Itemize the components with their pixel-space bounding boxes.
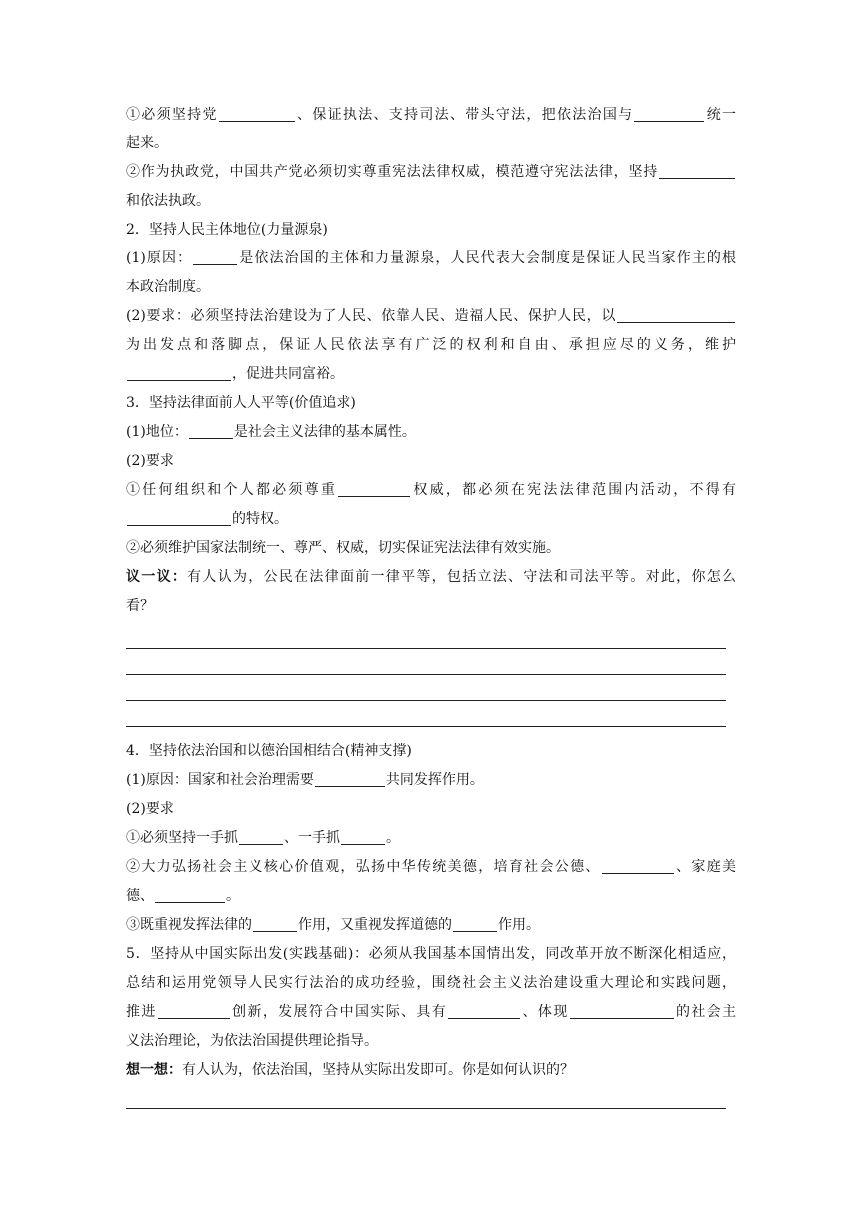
fill-blank[interactable] — [193, 249, 237, 265]
fill-blank[interactable] — [219, 106, 295, 122]
discuss-label: 议一议： — [126, 569, 188, 585]
text-line: (1)原因：国家和社会治理需要 共同发挥作用。 — [126, 772, 484, 788]
section-heading: 4．坚持依法治国和以德治国相结合(精神支撑) — [126, 743, 412, 759]
text-line: 和依法执政。 — [126, 193, 210, 209]
answer-line[interactable] — [126, 1108, 726, 1109]
answer-line[interactable] — [126, 674, 726, 675]
section-heading: 3．坚持法律面前人人平等(价值追求) — [126, 395, 356, 411]
section-heading: 2．坚持人民主体地位(力量源泉) — [126, 222, 328, 238]
fill-blank[interactable] — [253, 916, 297, 932]
text-line: (2)要求：必须坚持法治建设为了人民、依靠人民、造福人民、保护人民，以 — [126, 306, 736, 326]
text-line: (1)原因： 是依法治国的主体和力量源泉，人民代表大会制度是保证人民当家作主的根 — [126, 250, 737, 266]
fill-blank[interactable] — [127, 510, 231, 526]
fill-blank[interactable] — [315, 771, 385, 787]
fill-blank[interactable] — [127, 365, 231, 381]
text-line: ②必须维护国家法制统一、尊严、权威，切实保证宪法法律有效实施。 — [126, 540, 560, 556]
text-line: (2)要求 — [126, 453, 174, 469]
fill-blank[interactable] — [341, 829, 385, 845]
text-line: (2)要求 — [126, 801, 174, 817]
text-line: 看？ — [126, 598, 154, 614]
fill-blank[interactable] — [602, 858, 674, 874]
fill-blank[interactable] — [659, 163, 735, 179]
text-line: ①必须坚持一手抓 、一手抓 。 — [126, 830, 400, 846]
fill-blank[interactable] — [634, 106, 704, 122]
text-line: 为出发点和落脚点，保证人民依法享有广泛的权利和自由、承担应尽的义务，维护 — [126, 337, 736, 353]
text-line: ，促进共同富裕。 — [126, 364, 736, 384]
text-line: 推进 创新，发展符合中国实际、具有 、体现 的社会主 — [126, 1004, 737, 1020]
discuss-prompt: 议一议：有人认为，公民在法律面前一律平等，包括立法、守法和司法平等。对此，你怎么 — [126, 569, 737, 585]
text-line: (1)地位： 是社会主义法律的基本属性。 — [126, 424, 416, 440]
text-line: ①必须坚持党 、保证执法、支持司法、带头守法，把依法治国与 统一 — [126, 107, 737, 123]
text-line: ②作为执政党，中国共产党必须切实尊重宪法法律权威，模范遵守宪法法律，坚持 — [126, 162, 736, 182]
answer-line[interactable] — [126, 726, 726, 727]
text-line: 的特权。 — [126, 509, 736, 529]
think-label: 想一想： — [126, 1062, 182, 1078]
section-heading: 5．坚持从中国实际出发(实践基础)：必须从我国基本国情出发，同改革开放不断深化相适应， — [126, 946, 736, 962]
fill-blank[interactable] — [570, 1003, 674, 1019]
text-line: 起来。 — [126, 135, 168, 151]
fill-blank[interactable] — [239, 829, 283, 845]
text-line: 义法治理论，为依法治国提供理论指导。 — [126, 1033, 378, 1049]
answer-line[interactable] — [126, 700, 726, 701]
text-line: ③既重视发挥法律的 作用，又重视发挥道德的 作用。 — [126, 917, 540, 933]
fill-blank[interactable] — [617, 307, 735, 323]
fill-blank[interactable] — [155, 887, 225, 903]
fill-blank[interactable] — [189, 423, 233, 439]
think-prompt: 想一想：有人认为，依法治国，坚持从实际出发即可。你是如何认识的？ — [126, 1062, 574, 1078]
answer-line[interactable] — [126, 648, 726, 649]
text-line: 总结和运用党领导人民实行法治的成功经验，围绕社会主义法治建设重大理论和实践问题， — [126, 975, 736, 991]
fill-blank[interactable] — [338, 481, 410, 497]
text-line: ①任何组织和个人都必须尊重 权威，都必须在宪法法律范围内活动，不得有 — [126, 482, 737, 498]
text-line: 德、 。 — [126, 888, 240, 904]
fill-blank[interactable] — [448, 1003, 520, 1019]
fill-blank[interactable] — [158, 1003, 230, 1019]
text-line: ②大力弘扬社会主义核心价值观，弘扬中华传统美德，培育社会公德、 、家庭美 — [126, 859, 737, 875]
text-line: 本政治制度。 — [126, 279, 210, 295]
fill-blank[interactable] — [453, 916, 497, 932]
